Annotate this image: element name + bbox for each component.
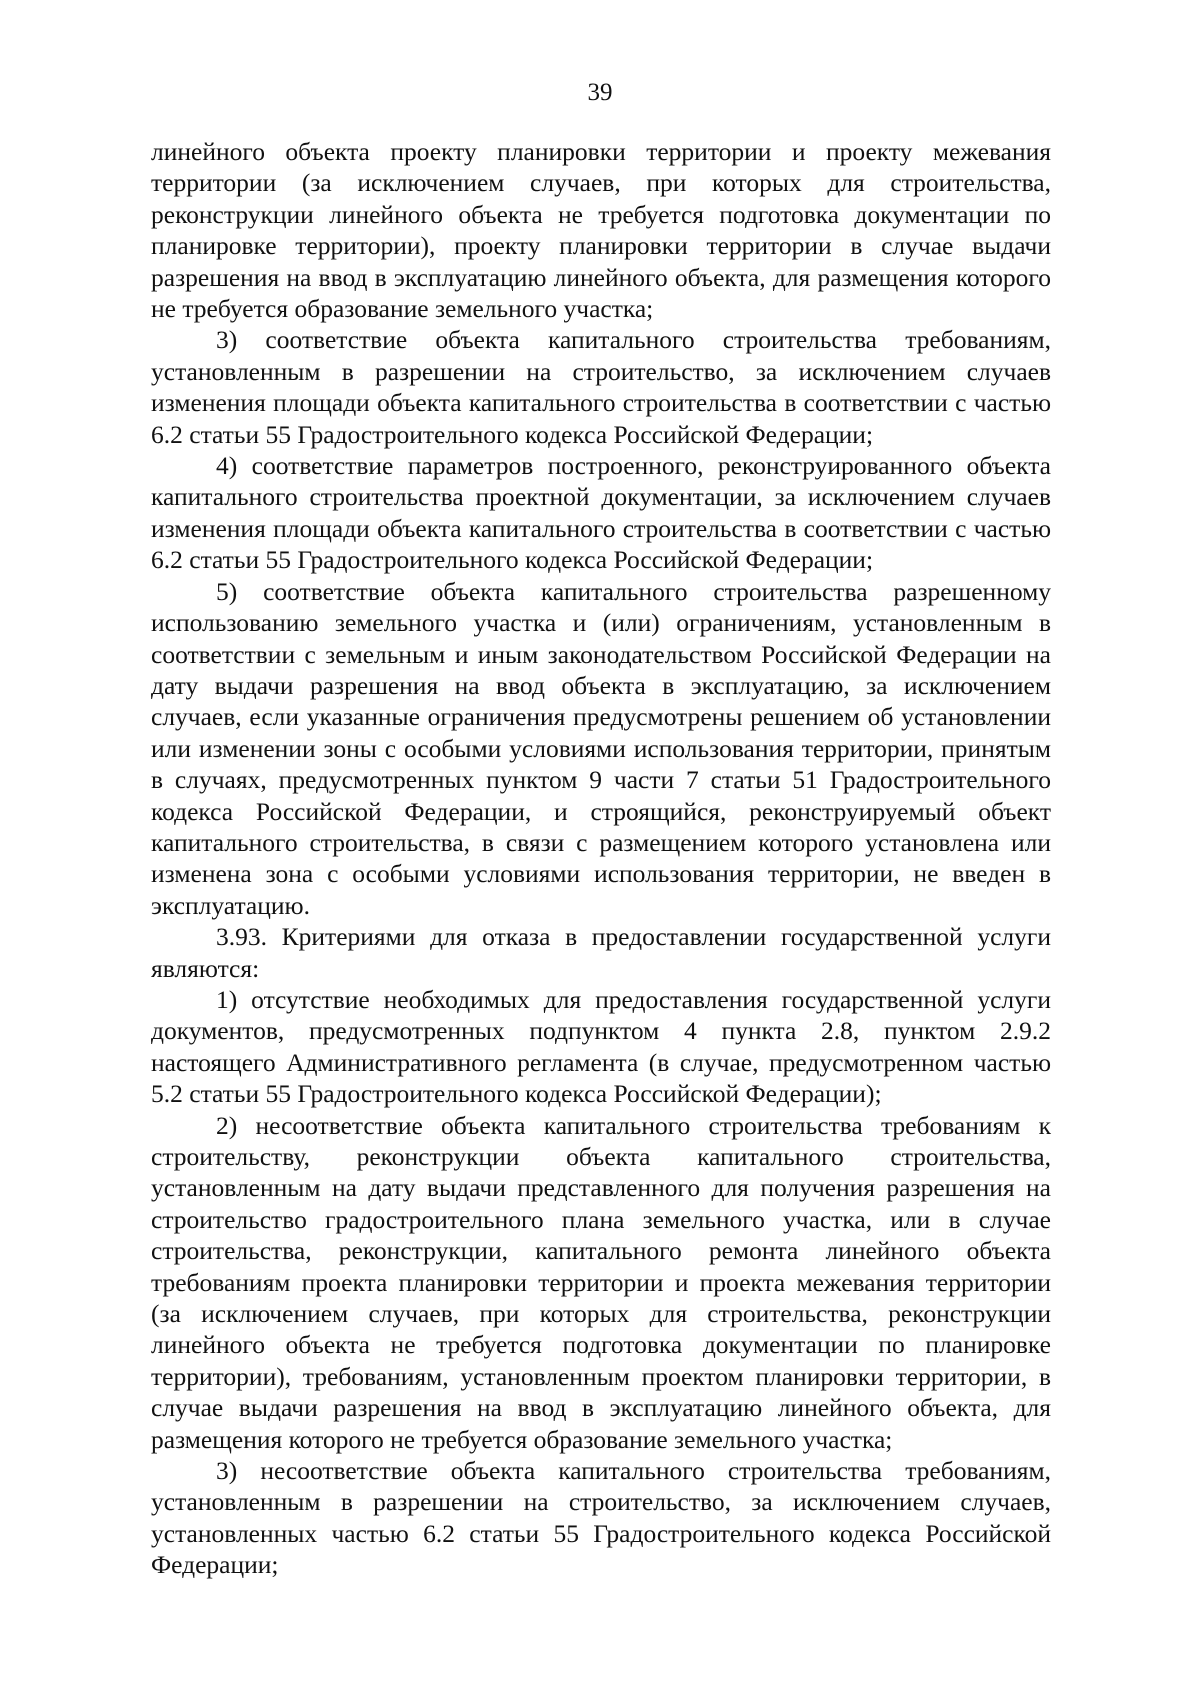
- paragraph-item-5: 5) соответствие объекта капитального строительства разрешенному использованию земельного участка и (или) ограничениям, установленным в соответствии с земельным и иным законодательством Российской Федерации на дату выдачи разрешения на ввод объекта в эксплуатацию, за исключением случаев, если указанные ограничения предусмотрены решением об установлении или изменении зоны с особыми условиями использования территории, принятым в случаях, предусмотренных пунктом 9 части 7 статьи 51 Градостроительного кодекса Российской Федерации, и строящийся, реконструируемый объект капитального строительства, в связи с размещением которого установлена или изменена зона с особыми условиями использования территории, не введен в эксплуатацию.: [151, 576, 1051, 920]
- paragraph-continuation: линейного объекта проекту планировки территории и проекту межевания территории (за исключением случаев, при которых для строительства, реконструкции линейного объекта не требуется подготовка документации по планировке территории), проекту планировки территории в случае выдачи разрешения на ввод в эксплуатацию линейного объекта, для размещения которого не требуется образование земельного участка;: [151, 137, 1051, 324]
- document-body: [151, 136, 1051, 1581]
- paragraph-item-4: 4) соответствие параметров построенного, реконструированного объекта капитального строительства проектной документации, за исключением случаев изменения площади объекта капитального строительства в соответствии с частью 6.2 статьи 55 Градостроительного кодекса Российской Федерации;: [151, 451, 1051, 575]
- paragraph-criterion-3: 3) несоответствие объекта капитального строительства требованиям, установленным в разрешении на строительство, за исключением случаев, установленных частью 6.2 статьи 55 Градостроительного кодекса Российской Федерации;: [151, 1456, 1051, 1580]
- page-number: 39: [587, 79, 613, 106]
- paragraph-section-3-93: 3.93. Критериями для отказа в предоставлении государственной услуги являются:: [151, 922, 1051, 983]
- paragraph-item-3: 3) соответствие объекта капитального строительства требованиям, установленным в разрешении на строительство, за исключением случаев изменения площади объекта капитального строительства в соответствии с частью 6.2 статьи 55 Градостроительного кодекса Российской Федерации;: [151, 325, 1051, 449]
- paragraph-criterion-1: 1) отсутствие необходимых для предоставления государственной услуги документов, предусмотренных подпунктом 4 пункта 2.8, пунктом 2.9.2 настоящего Административного регламента (в случае, предусмотренном частью 5.2 статьи 55 Градостроительного кодекса Российской Федерации);: [151, 984, 1051, 1109]
- paragraph-criterion-2: 2) несоответствие объекта капитального строительства требованиям к строительству, реконструкции объекта капитального строительства, установленным на дату выдачи представленного для получения разрешения на строительство градостроительного плана земельного участка, или в случае строительства, реконструкции, капитального ремонта линейного объекта требованиям проекта планировки территории и проекта межевания территории (за исключением случаев, при которых для строительства, реконструкции линейного объекта не требуется подготовка документации по планировке территории), требованиям, установленным проектом планировки территории, в случае выдачи разрешения на ввод в эксплуатацию линейного объекта, для размещения которого не требуется образование земельного участка;: [151, 1110, 1051, 1454]
